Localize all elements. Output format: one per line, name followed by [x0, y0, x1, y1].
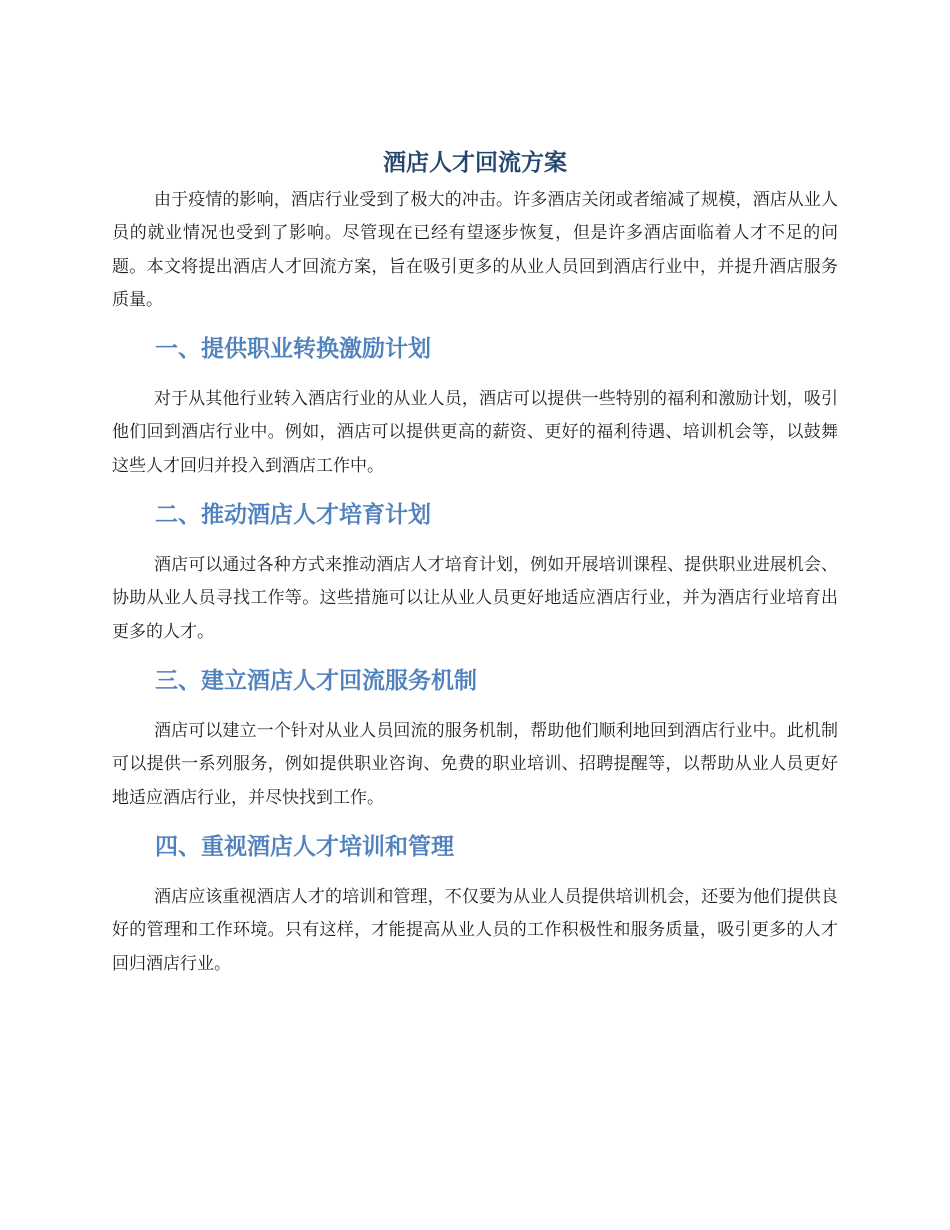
section-body-1: 对于从其他行业转入酒店行业的从业人员，酒店可以提供一些特别的福利和激励计划，吸引他们回到酒店行业中。例如，酒店可以提供更高的薪资、更好的福利待遇、培训机会等，以鼓舞这些人才回归并投入到酒店工作中。	[112, 389, 838, 476]
section-heading-2: 二、推动酒店人才培育计划	[155, 502, 431, 528]
section-heading-3: 三、建立酒店人才回流服务机制	[155, 668, 477, 694]
section-heading-1: 一、提供职业转换激励计划	[155, 336, 431, 362]
section-body-3: 酒店可以建立一个针对从业人员回流的服务机制，帮助他们顺利地回到酒店行业中。此机制可以提供一系列服务，例如提供职业咨询、免费的职业培训、招聘提醒等，以帮助从业人员更好地适应酒店行业，并尽快找到工作。	[112, 721, 838, 808]
section-body-4: 酒店应该重视酒店人才的培训和管理，不仅要为从业人员提供培训机会，还要为他们提供良好的管理和工作环境。只有这样，才能提高从业人员的工作积极性和服务质量，吸引更多的人才回归酒店行业。	[112, 887, 838, 974]
intro-paragraph: 由于疫情的影响，酒店行业受到了极大的冲击。许多酒店关闭或者缩减了规模，酒店从业人员的就业情况也受到了影响。尽管现在已经有望逐步恢复，但是许多酒店面临着人才不足的问题。本文将提出酒店人才回流方案，旨在吸引更多的从业人员回到酒店行业中，并提升酒店服务质量。	[112, 190, 838, 311]
document-title: 酒店人才回流方案	[383, 150, 567, 176]
section-heading-4: 四、重视酒店人才培训和管理	[155, 834, 454, 860]
section-body-2: 酒店可以通过各种方式来推动酒店人才培育计划，例如开展培训课程、提供职业进展机会、协助从业人员寻找工作等。这些措施可以让从业人员更好地适应酒店行业，并为酒店行业培育出更多的人才。	[112, 555, 838, 642]
